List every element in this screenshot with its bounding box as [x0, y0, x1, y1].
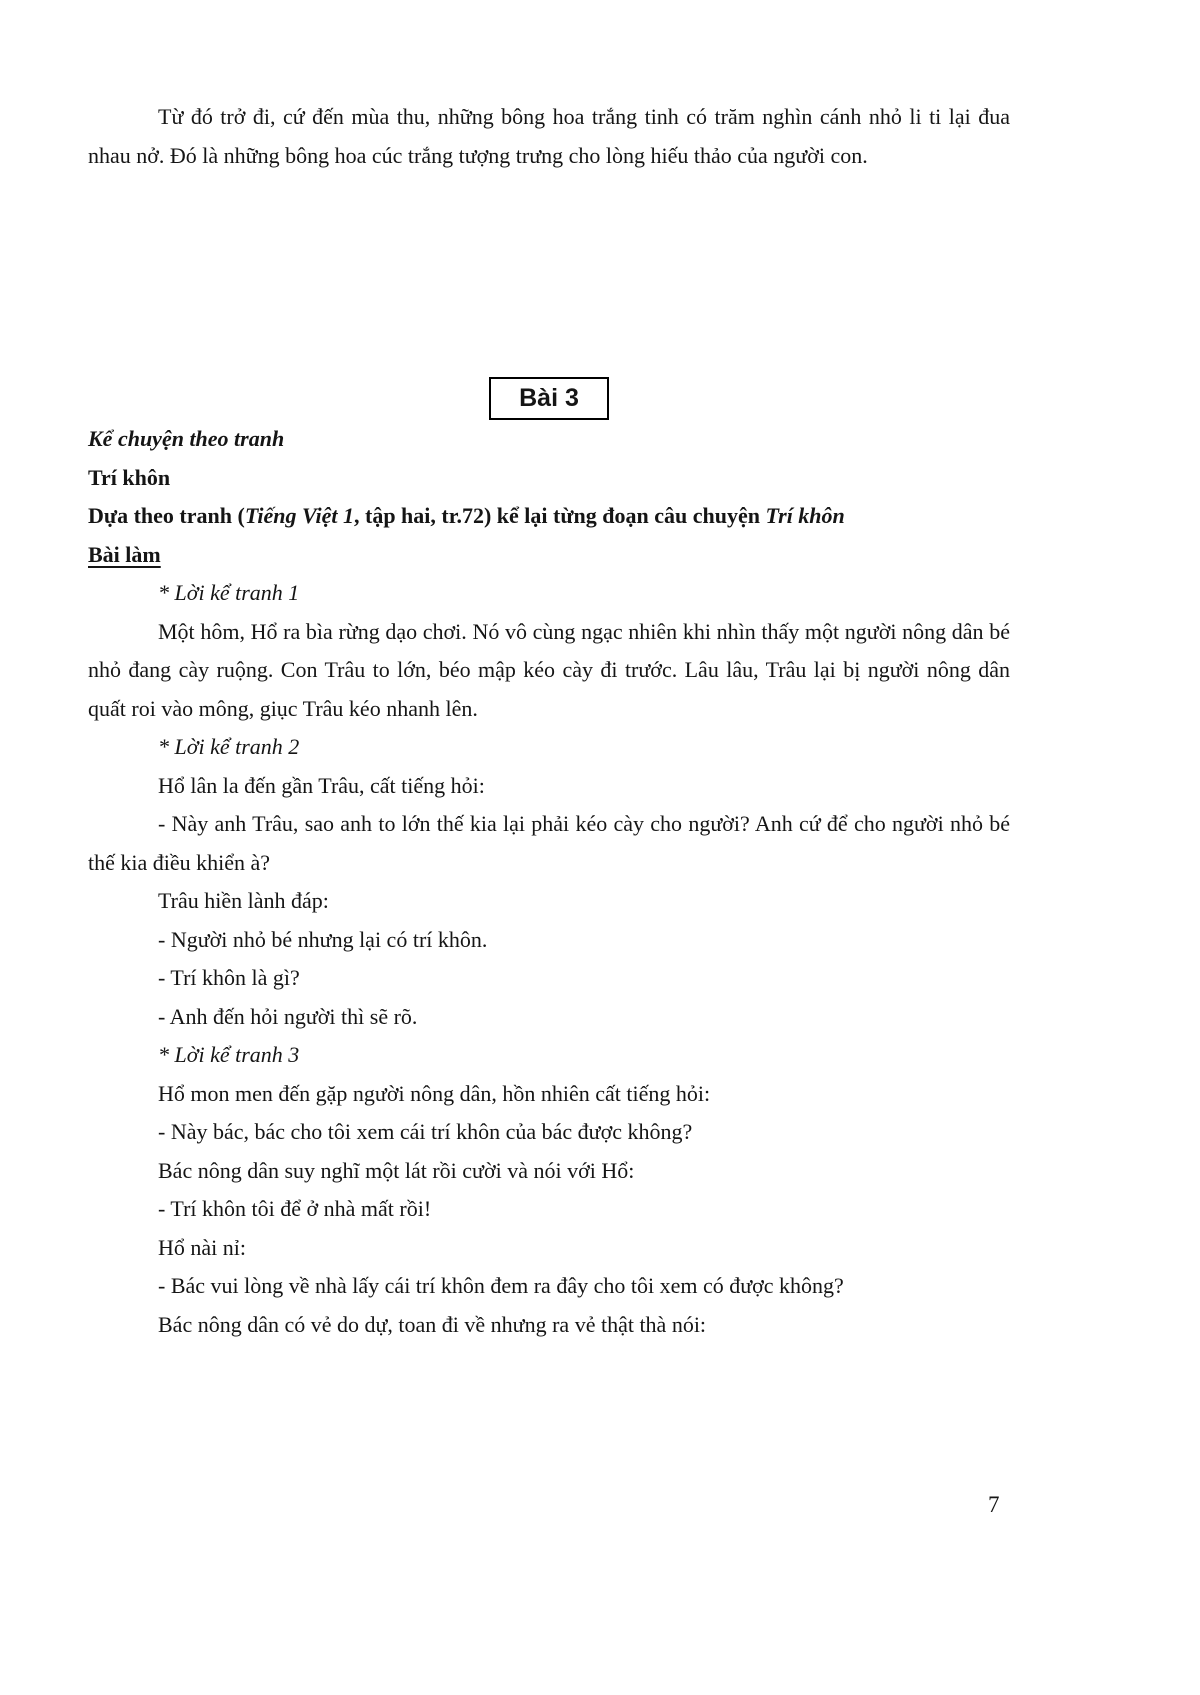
story-paragraph: Một hôm, Hổ ra bìa rừng dạo chơi. Nó vô cùng ngạc nhiên khi nhìn thấy một người nông dân bé nhỏ đang cày ruộng. Con Trâu to lớn, béo mập kéo cày đi trước. Lâu lâu, Trâu lại bị người nông dân quất roi vào mông, giục Trâu kéo nhanh lên. [88, 618, 1010, 721]
story-paragraph: Bác nông dân có vẻ do dự, toan đi về nhưng ra vẻ thật thà nói: [158, 1311, 707, 1337]
dialogue-line: - Trí khôn là gì? [158, 965, 300, 990]
exercise-prompt [88, 497, 1010, 536]
dialogue-line: - Bác vui lòng về nhà lấy cái trí khôn đem ra đây cho tôi xem có được không? [158, 1273, 844, 1298]
dialogue-line: - Người nhỏ bé nhưng lại có trí khôn. [158, 926, 488, 952]
story-paragraph: Hổ nài nỉ: [158, 1234, 246, 1260]
prompt-part-3: , tập hai, tr.72) kể lại từng đoạn câu chuyện [354, 503, 766, 528]
answer-heading-label: Bài làm [88, 541, 161, 567]
story-paragraph: Bác nông dân suy nghĩ một lát rồi cười và nói với Hổ: [158, 1157, 635, 1183]
intro-paragraph: Từ đó trở đi, cứ đến mùa thu, những bông hoa trắng tinh có trăm nghìn cánh nhỏ li ti lại đua nhau nở. Đó là những bông hoa cúc trắng tượng trưng cho lòng hiếu thảo của người con. [88, 104, 1010, 168]
prompt-part-1: Dựa theo tranh ( [88, 503, 245, 528]
story-caption-1: * Lời kể tranh 1 [158, 580, 300, 605]
dialogue-line: - Này anh Trâu, sao anh to lớn thế kia lại phải kéo cày cho người? Anh cứ để cho người nhỏ bé thế kia điều khiển à? [88, 811, 1010, 875]
story-paragraph: Hổ lân la đến gần Trâu, cất tiếng hỏi: [158, 772, 485, 798]
story-caption-2: * Lời kể tranh 2 [158, 734, 300, 759]
dialogue-line: - Anh đến hỏi người thì sẽ rõ. [158, 1003, 418, 1029]
lesson-number-box [489, 377, 609, 420]
story-title: Trí khôn [88, 464, 171, 490]
prompt-story-name: Trí khôn [765, 503, 845, 528]
dialogue-line: - Này bác, bác cho tôi xem cái trí khôn của bác được không? [158, 1119, 693, 1144]
answer-heading [88, 536, 1010, 575]
lesson-subtitle: Kể chuyện theo tranh [88, 426, 285, 451]
dialogue-line: - Trí khôn tôi để ở nhà mất rồi! [158, 1196, 432, 1221]
prompt-book-title: Tiếng Việt 1 [244, 503, 354, 528]
lesson-number-label: Bài 3 [519, 384, 579, 412]
story-paragraph: Hổ mon men đến gặp người nông dân, hồn nhiên cất tiếng hỏi: [158, 1080, 711, 1106]
page-content [88, 0, 1010, 1344]
page-number: 7 [988, 1492, 1000, 1517]
story-paragraph: Trâu hiền lành đáp: [158, 888, 329, 913]
story-caption-3: * Lời kể tranh 3 [158, 1042, 300, 1067]
